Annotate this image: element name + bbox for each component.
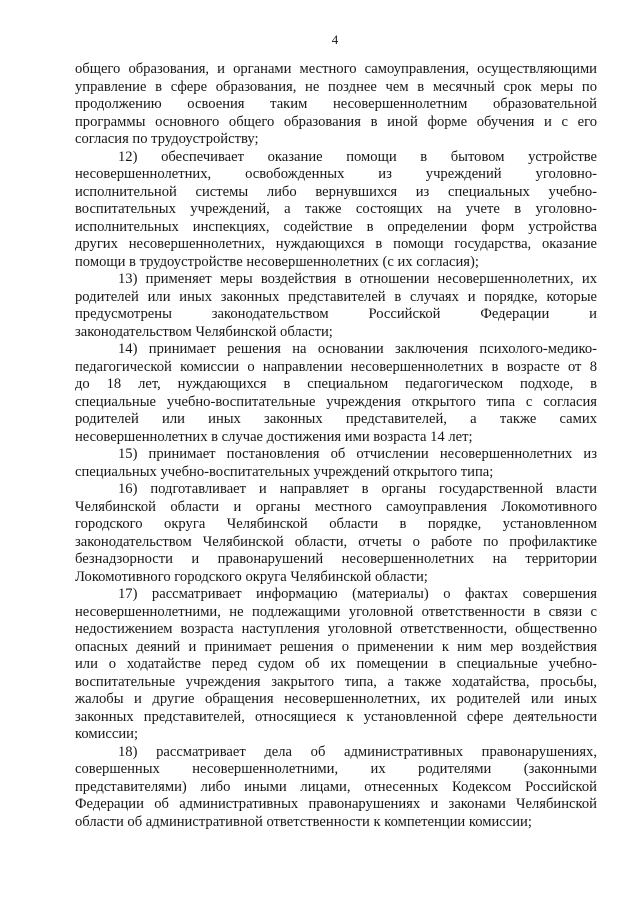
text-line: воспитательных учреждений, а также состоящих на учете в уголовно-	[75, 201, 597, 217]
text-line: согласия по трудоустройству;	[75, 131, 259, 147]
text-line: законодательством Челябинской области;	[75, 323, 333, 340]
text-line: родителей или иных законных представителей, а также самих	[75, 411, 597, 427]
text-line: городского округа Челябинской области в порядке, установленном	[75, 516, 597, 532]
text-line: 14) принимает решения на основании заключения психолого-медико-	[118, 341, 597, 357]
text-line: управление в сфере образования, не позднее чем в месячный срок меры по	[75, 78, 597, 95]
text-line: недостижением возраста наступления уголовной ответственности, общественно	[75, 621, 597, 637]
text-line: общего образования, и органами местного самоуправления, осуществляющими	[75, 61, 597, 77]
text-line: продолжению освоения таким несовершеннолетним образовательной	[75, 96, 597, 112]
numbered-paragraph	[75, 586, 597, 744]
text-line: опасных деяний и принимает решения о применении к ним мер воздействия	[75, 638, 597, 655]
text-line: Федерации об административных правонарушениях и законами Челябинской	[75, 796, 597, 812]
text-line: Челябинской области и органы местного самоуправления Локомотивного	[75, 498, 597, 515]
text-line: 12) обеспечивает оказание помощи в бытовом устройстве	[118, 148, 597, 165]
numbered-paragraph	[75, 149, 597, 272]
continued-paragraph	[75, 61, 597, 149]
text-line: специальные учебно-воспитательные учреждения открытого типа с согласия	[75, 393, 597, 410]
numbered-paragraph	[75, 481, 597, 586]
text-line: Локомотивного городского округа Челябинской области;	[75, 568, 428, 585]
numbered-paragraph	[75, 271, 597, 341]
text-line: 16) подготавливает и направляет в органы государственной власти	[118, 481, 597, 497]
text-line: представителями) либо иными лицами, отнесенных Кодексом Российской	[75, 778, 597, 795]
text-line: 15) принимает постановления об отчислении несовершеннолетних из	[118, 446, 597, 462]
text-line: родителей или иных законных представителей в случаях и порядке, которые	[75, 288, 597, 305]
document-body	[75, 61, 597, 831]
text-line: несовершеннолетними, не подлежащими уголовной ответственности в связи с	[75, 603, 597, 620]
text-line: исполнительных инспекциях, содействие в определении форм устройства	[75, 218, 597, 235]
page-number: 4	[331, 32, 339, 47]
text-line: 17) рассматривает информацию (материалы) о фактах совершения	[118, 586, 597, 602]
numbered-paragraph	[75, 446, 597, 481]
text-line: других несовершеннолетних, нуждающихся в помощи государства, оказание	[75, 236, 597, 252]
text-line: воспитательные учреждения закрытого типа, а также ходатайства, просьбы,	[75, 673, 597, 690]
numbered-paragraph	[75, 744, 597, 832]
text-line: области об административной ответственности к компетенции комиссии;	[75, 813, 532, 830]
text-line: несовершеннолетних, освобожденных из учреждений уголовно-	[75, 166, 597, 182]
text-line: до 18 лет, нуждающихся в специальном педагогическом подходе, в	[75, 376, 597, 392]
text-line: законных представителей, относящиеся к установленной сфере деятельности	[75, 708, 597, 725]
numbered-paragraph	[75, 341, 597, 446]
text-line: несовершеннолетних в случае достижения ими возраста 14 лет;	[75, 428, 473, 445]
text-line: 13) применяет меры воздействия в отношении несовершеннолетних, их	[118, 271, 597, 287]
text-line: педагогической комиссии о направлении несовершеннолетних в возрасте от 8	[75, 358, 597, 375]
text-line: законодательством Челябинской области, отчеты о работе по профилактике	[75, 533, 597, 550]
text-line: 18) рассматривает дела об административных правонарушениях,	[118, 743, 597, 760]
text-line: специальных учебно-воспитательных учреждений открытого типа;	[75, 463, 494, 480]
text-line: предусмотрены законодательством Российской Федерации и	[75, 306, 597, 322]
text-line: исполнительной системы либо вернувшихся из специальных учебно-	[75, 183, 597, 200]
text-line: помощи в трудоустройстве несовершеннолетних (с их согласия);	[75, 253, 479, 270]
text-line: комиссии;	[75, 726, 139, 742]
text-line: или о ходатайстве перед судом об их помещении в специальные учебно-	[75, 656, 597, 672]
text-line: совершенных несовершеннолетними, их родителями (законными	[75, 761, 597, 777]
text-line: безнадзорности и правонарушений несовершеннолетних на территории	[75, 551, 597, 567]
text-line: программы основного общего образования в иной форме обучения и с его	[75, 113, 597, 130]
text-line: жалобы и другие обращения несовершеннолетних, их родителей или иных	[75, 691, 597, 707]
